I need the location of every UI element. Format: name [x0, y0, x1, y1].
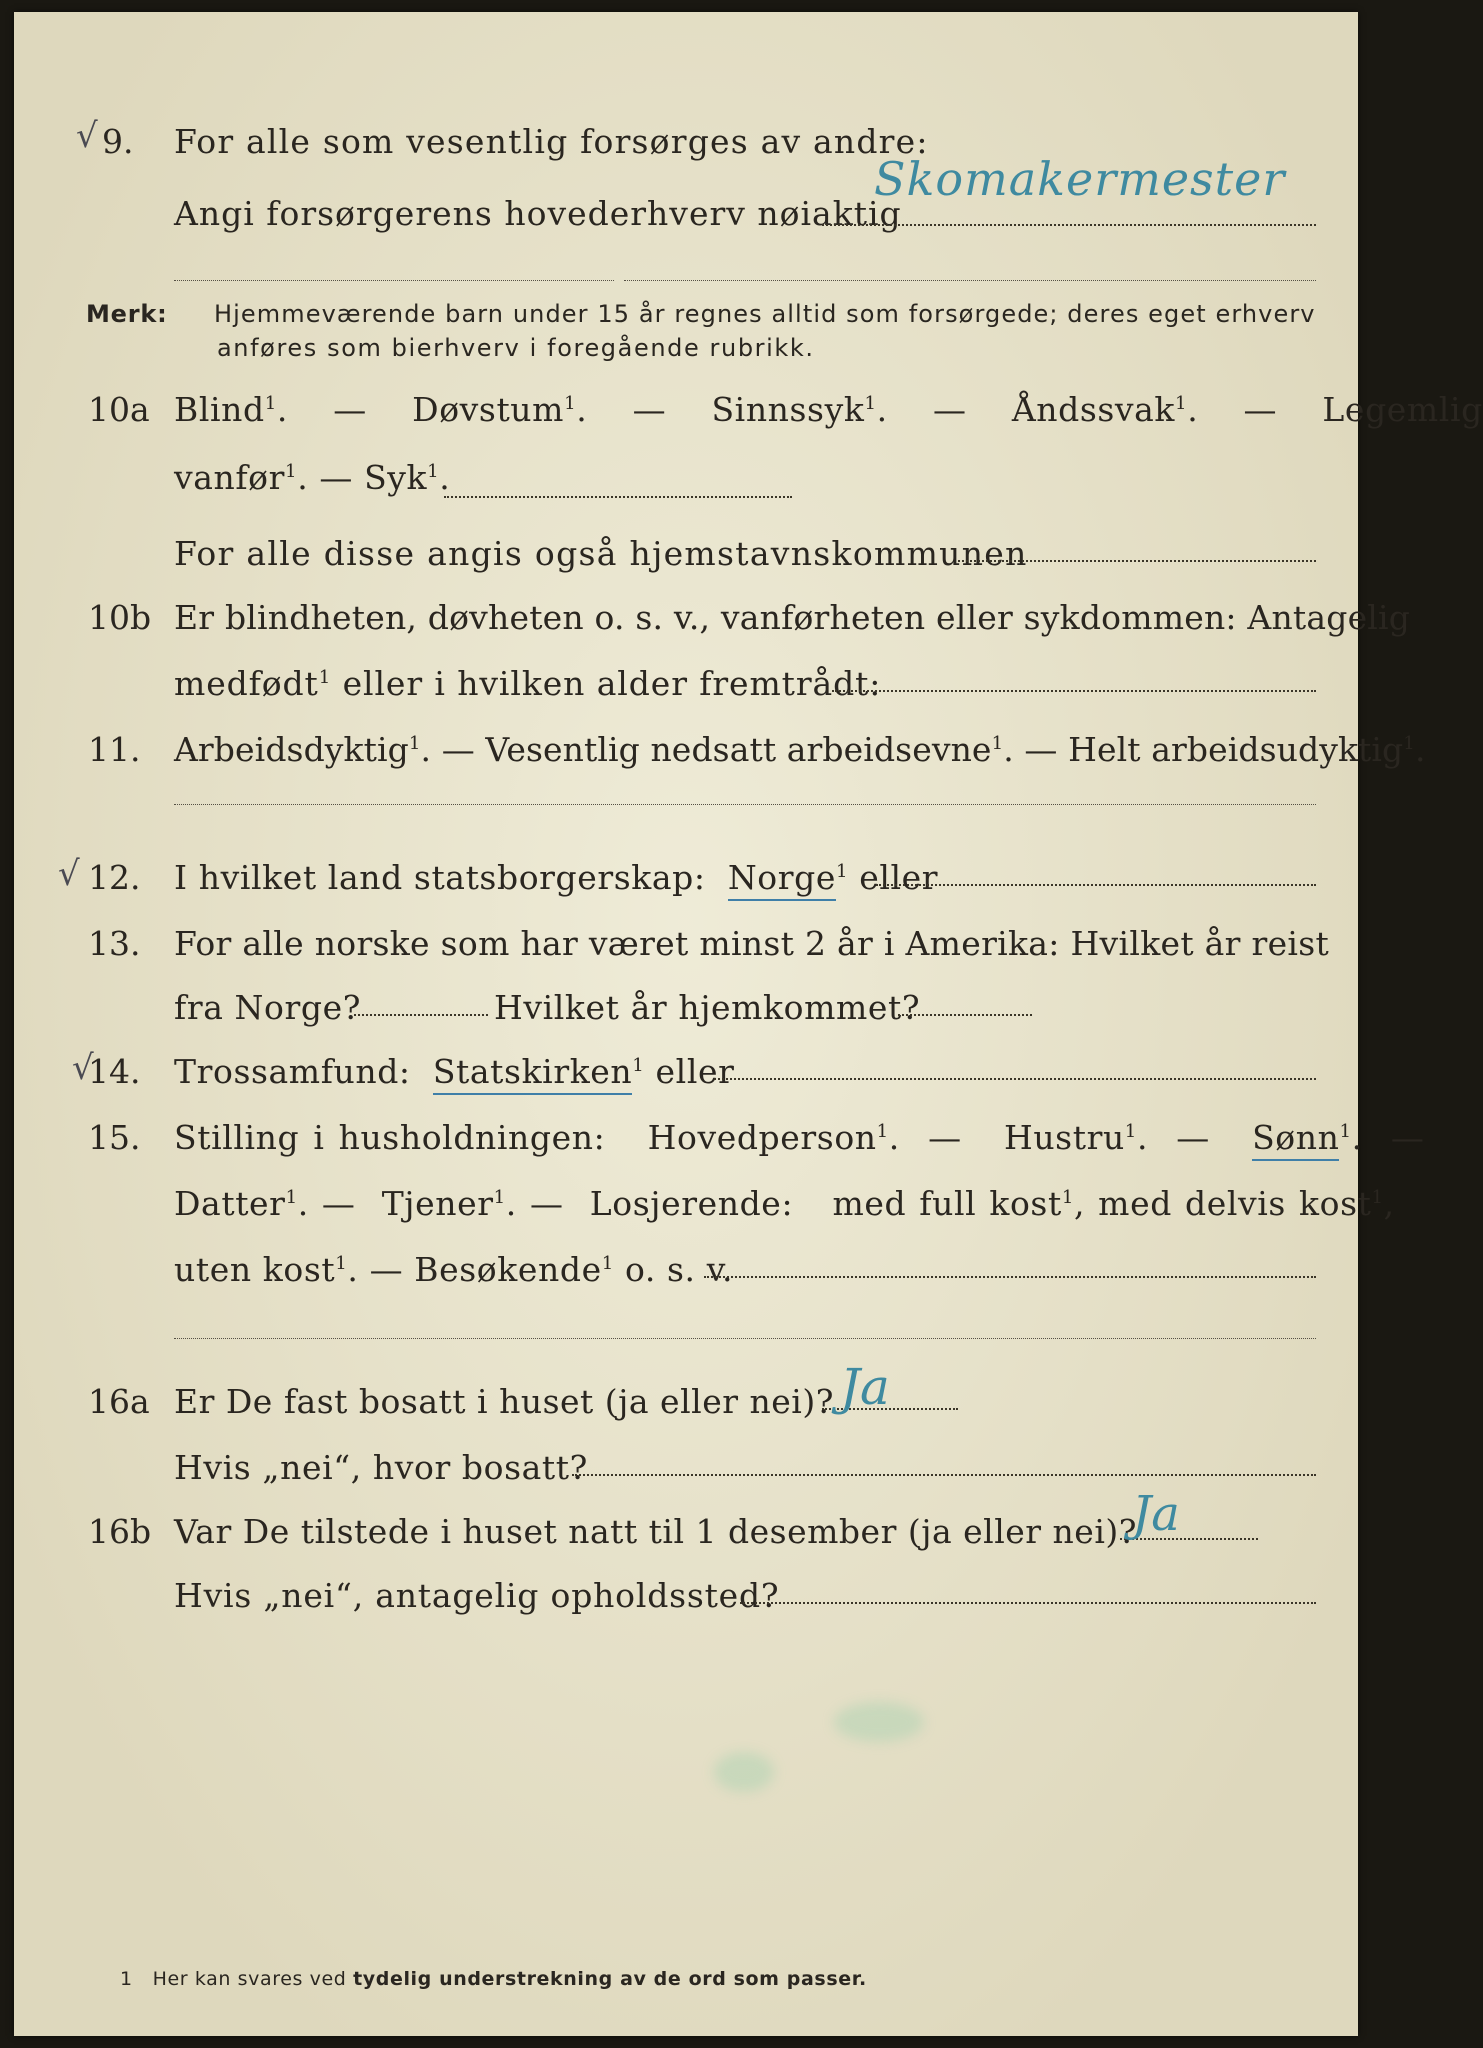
- question-number-13: 13.: [88, 924, 141, 963]
- q15-hustru: Hustru: [1003, 1118, 1125, 1157]
- q12-eller: eller: [859, 858, 939, 897]
- q12-answer-line: [876, 884, 1316, 886]
- footnote-text-2: tydelig understrekning av de ord som passer.: [353, 1968, 867, 1990]
- merk-line-1: Hjemmeværende barn under 15 år regnes alltid som forsørgede; deres eget erhverv: [214, 300, 1316, 328]
- q14-answer-line: [714, 1078, 1316, 1080]
- q15-line-2: Datter$^1$. — Tjener$^1$. — Losjerende: med full kost$^1$, med delvis kost$^1$,: [174, 1184, 1395, 1223]
- q14-statskirken-underlined: Statskirken: [433, 1052, 632, 1095]
- q15-line-1: Stilling i husholdningen: Hovedperson$^1$. — Hustru$^1$. — Sønn$^1$. —: [174, 1118, 1425, 1157]
- question-number-15: 15.: [88, 1118, 141, 1157]
- check-mark-12: √: [58, 854, 80, 894]
- q14-line: Trossamfund: Statskirken$^1$ eller: [174, 1052, 735, 1091]
- q15-line-3: uten kost$^1$. — Besøkende$^1$ o. s. v.: [174, 1250, 734, 1289]
- question-number-12: 12.: [88, 858, 141, 897]
- merk-label: Merk:: [86, 300, 168, 328]
- q10b-answer-line: [832, 690, 1316, 692]
- question-number-16b: 16b: [88, 1512, 152, 1551]
- q16a-bosatt-line: [572, 1474, 1316, 1476]
- q16a-handwritten-answer: Ja: [840, 1358, 890, 1416]
- question-number-9: 9.: [102, 122, 134, 161]
- q15-blank-line: [174, 1338, 1316, 1339]
- footnote-mark: 1: [120, 1968, 133, 1990]
- q15-tjener: Tjener: [381, 1184, 494, 1223]
- merk-line-2: anføres som bierhverv i foregående rubrikk.: [217, 334, 815, 362]
- q13-line-2a: fra Norge?: [174, 988, 362, 1027]
- q11-line: Arbeidsdyktig$^1$. — Vesentlig nedsatt arbeidsevne$^1$. — Helt arbeidsudyktig$^1$.: [174, 730, 1426, 769]
- question-number-14: 14.: [88, 1052, 141, 1091]
- q12-norge-underlined: Norge: [728, 858, 836, 901]
- q16a-line-1: Er De fast bosatt i huset (ja eller nei)?: [174, 1382, 834, 1421]
- q14-text: Trossamfund:: [174, 1052, 411, 1091]
- check-mark-14: √: [72, 1048, 94, 1088]
- q10a-hjemstavn-line: [958, 560, 1316, 562]
- q10a-legemlig: Legemlig: [1322, 390, 1483, 429]
- check-mark-9: √: [76, 116, 98, 156]
- q13-line-2b: Hvilket år hjemkommet?: [494, 988, 921, 1027]
- q10a-line-2: vanfør$^1$. — Syk$^1$.: [174, 458, 451, 497]
- q16b-handwritten-answer: Ja: [1132, 1486, 1180, 1542]
- q10a-dovstum: Døvstum: [412, 390, 565, 429]
- question-number-11: 11.: [88, 730, 141, 769]
- q9-line-2: Angi forsørgerens hovederhverv nøiaktig: [174, 194, 902, 233]
- q11-arbeidsdyktig: Arbeidsdyktig: [174, 730, 409, 769]
- q10b-rest: eller i hvilken alder fremtrådt:: [342, 664, 882, 703]
- q11-udyktig: Helt arbeidsudyktig: [1068, 730, 1404, 769]
- q13-line-1: For alle norske som har været minst 2 år i Amerika: Hvilket år reist: [174, 924, 1330, 963]
- footnote: [120, 1968, 867, 1990]
- q9-blank-line-a: [174, 280, 614, 281]
- q10b-line-2: medfødt$^1$ eller i hvilken alder fremtrådt:: [174, 664, 882, 703]
- q16b-opholdssted-line: [740, 1602, 1316, 1604]
- ink-stain: [834, 1702, 924, 1742]
- q10a-line-1: Blind$^1$. — Døvstum$^1$. — Sinnssyk$^1$. — Åndssvak$^1$. — Legemlig: [174, 390, 1483, 429]
- q12-line: I hvilket land statsborgerskap: Norge$^1$ eller: [174, 858, 938, 897]
- q15-besokende: Besøkende: [414, 1250, 602, 1289]
- q15-text: Stilling i husholdningen:: [174, 1118, 606, 1157]
- q14-eller: eller: [655, 1052, 735, 1091]
- q12-text: I hvilket land statsborgerskap:: [174, 858, 706, 897]
- q15-delvis-kost: med delvis kost: [1098, 1184, 1372, 1223]
- ink-stain: [714, 1752, 774, 1792]
- q10a-blind: Blind: [174, 390, 265, 429]
- q9-handwritten-answer: Skomakermester: [874, 152, 1286, 206]
- q15-answer-line: [704, 1276, 1316, 1278]
- q10a-syk: Syk: [364, 458, 428, 497]
- q11-nedsatt: Vesentlig nedsatt arbeidsevne: [485, 730, 992, 769]
- q10a-syk-line: [444, 496, 792, 498]
- q15-datter: Datter: [174, 1184, 286, 1223]
- census-form-page: [14, 12, 1483, 2036]
- q10b-line-1: Er blindheten, døvheten o. s. v., vanførheten eller sykdommen: Antagelig: [174, 598, 1411, 637]
- question-number-16a: 16a: [88, 1382, 150, 1421]
- q9-blank-line-b: [624, 280, 1316, 281]
- q15-uten-kost: uten kost: [174, 1250, 336, 1289]
- q15-hovedperson: Hovedperson: [647, 1118, 877, 1157]
- q9-answer-line: [822, 224, 1316, 226]
- q16a-line-2: Hvis „nei“, hvor bosatt?: [174, 1448, 588, 1487]
- q15-losjerende: Losjerende:: [589, 1184, 794, 1223]
- question-number-10a: 10a: [88, 390, 150, 429]
- q11-blank-line: [174, 804, 1316, 805]
- q10a-vanfor: vanfør: [174, 458, 286, 497]
- q9-line-1: For alle som vesentlig forsørges av andre:: [174, 122, 929, 161]
- q13-reist-line: [354, 1014, 488, 1016]
- q10a-andssvak: Åndssvak: [1011, 390, 1176, 429]
- footnote-text-1: Her kan svares ved: [152, 1968, 347, 1990]
- q10b-medfodt: medfødt: [174, 664, 319, 703]
- question-number-10b: 10b: [88, 598, 152, 637]
- q15-osv: o. s. v.: [624, 1250, 734, 1289]
- q13-hjemkommet-line: [898, 1014, 1032, 1016]
- q10a-line-3: For alle disse angis også hjemstavnskommunen: [174, 534, 1028, 573]
- q16b-line-2: Hvis „nei“, antagelig opholdssted?: [174, 1576, 780, 1615]
- q10a-sinnssyk: Sinnssyk: [711, 390, 865, 429]
- q15-sonn-underlined: Sønn: [1252, 1118, 1339, 1161]
- q16b-line-1: Var De tilstede i huset natt til 1 desember (ja eller nei)?: [174, 1512, 1137, 1551]
- q15-full-kost: med full kost: [832, 1184, 1062, 1223]
